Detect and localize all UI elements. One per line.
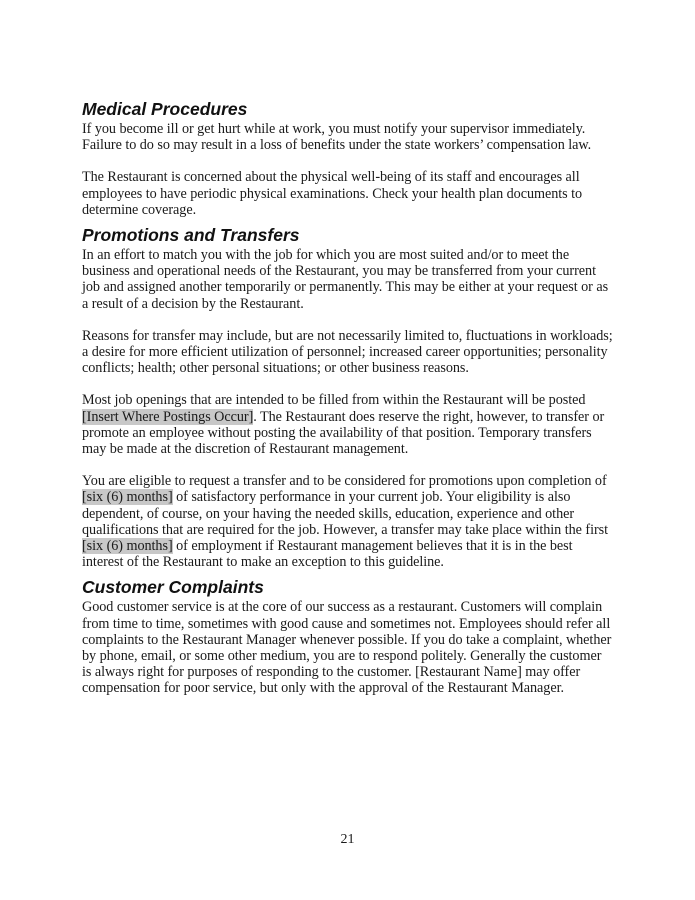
heading-promotions-transfers: Promotions and Transfers	[82, 225, 300, 246]
heading-customer-complaints: Customer Complaints	[82, 577, 264, 598]
paragraph-job-postings	[82, 392, 614, 457]
page-number: 21	[340, 832, 355, 847]
paragraph-text: The Restaurant is concerned about the physical well-being of its staff and encourages all employees to have periodic physical examinations. Check your health plan documents to determine coverage.	[82, 169, 583, 218]
page-content	[82, 98, 614, 713]
paragraph-text: You are eligible to request a transfer and to be considered for promotions upon completion of	[82, 473, 607, 490]
heading-medical-procedures: Medical Procedures	[82, 99, 248, 119]
paragraph-text: . The Restaurant does reserve the right, however, to transfer or promote an employee without posting the availability of that position. Temporary transfers may be made at the discretion of Restaurant management.	[82, 408, 605, 458]
placeholder-eligibility-period: [six (6) months]	[82, 489, 173, 506]
paragraph-medical-exams	[82, 169, 614, 218]
placeholder-postings-location: [Insert Where Postings Occur]	[82, 408, 254, 425]
paragraph-text: of employment if Restaurant management believes that it is in the best interest of the Restaurant to make an exception to this guideline.	[82, 538, 573, 571]
paragraph-text: Good customer service is at the core of our success as a restaurant. Customers will complain from time to time, sometimes with good cause and sometimes not. Employees should refer all complaints to the Restaurant Manager whenever possible. If you do take a complaint, whether by phone, email, or some other medium, you are to respond politely. Generally the customer is always right for purposes of responding to the customer. [Restaurant Name] may offer compensation for poor service, but only with the approval of the Restaurant Manager.	[82, 599, 612, 697]
paragraph-transfer-eligibility	[82, 473, 614, 570]
paragraph-text: of satisfactory performance in your current job. Your eligibility is also dependent, of course, on your having the needed skills, education, experience and other qualifications that are required for the job. However, a transfer may take place within the first	[82, 489, 609, 538]
paragraph-text: If you become ill or get hurt while at work, you must notify your supervisor immediately. Failure to do so may result in a loss of benefits under the state workers’ compensation law.	[82, 121, 592, 154]
paragraph-text: Reasons for transfer may include, but are not necessarily limited to, fluctuations in workloads; a desire for more efficient utilization of personnel; increased career opportunities; personality conflicts; health; other personal situations; or other business reasons.	[82, 327, 613, 377]
paragraph-text: Most job openings that are intended to be filled from within the Restaurant will be posted	[82, 392, 586, 409]
paragraph-medical-notify	[82, 121, 614, 153]
paragraph-customer-complaints	[82, 599, 614, 696]
placeholder-exception-period: [six (6) months]	[82, 538, 173, 555]
paragraph-transfer-reasons	[82, 328, 614, 377]
paragraph-text: In an effort to match you with the job for which you are most suited and/or to meet the business and operational needs of the Restaurant, you may be transferred from your current job and assigned another temporarily or permanently. This may be either at your request or as a result of a decision by the Restaurant.	[82, 247, 609, 312]
paragraph-transfer-intro	[82, 247, 614, 312]
